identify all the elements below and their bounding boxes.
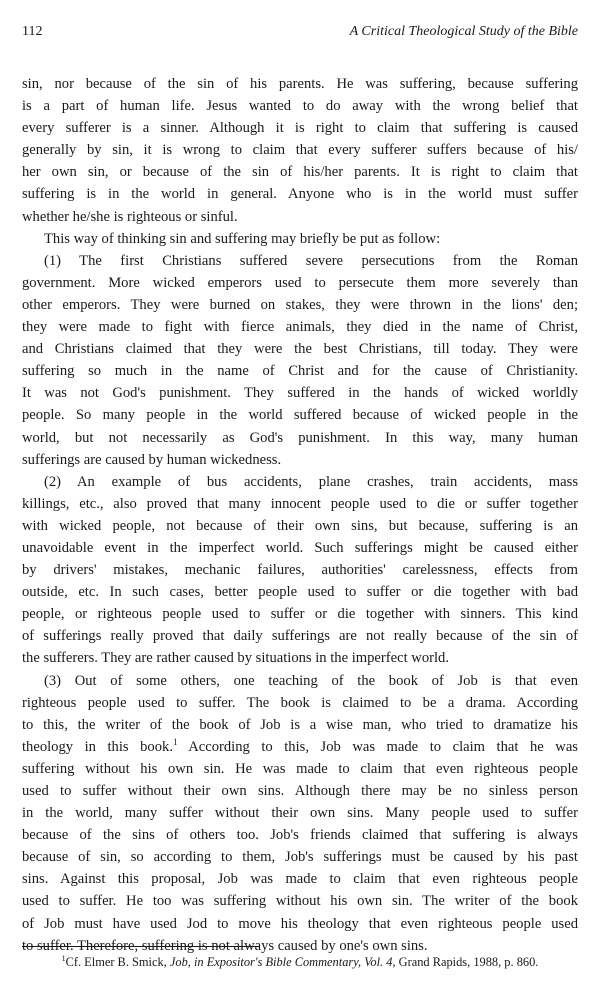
text-line: (2) An example of bus accidents, plane crashes, train accidents, mass xyxy=(44,473,578,490)
text-line-with-footnote xyxy=(22,736,578,758)
page-header xyxy=(22,24,578,44)
text-line: because of the sins of others too. Job's friends claimed that suffering is always xyxy=(22,827,578,844)
text-line: and Christians claimed that they were the best Christians, till today. They were xyxy=(22,341,578,358)
footnote-suffix: , Grand Rapids, 1988, p. 860. xyxy=(392,955,539,969)
text-line: of Job must have used Jod to move his theology that even righteous people used xyxy=(22,915,578,932)
text-line: used to suffer without their own sins. Although there may be no sinless person xyxy=(22,783,578,799)
text-line: every sufferer is a sinner. Although it is right to claim that suffering is caused xyxy=(22,120,578,137)
text-line: generally by sin, it is wrong to claim that every sufferer suffers because of his/ xyxy=(22,142,578,159)
footnote-divider xyxy=(22,946,259,947)
footnote-prefix: Cf. Elmer B. Smick, xyxy=(65,955,170,969)
footnote-reference: 1 xyxy=(172,736,178,747)
text-line: unavoidable event in the imperfect world. Such sufferings might be caused either xyxy=(22,539,578,556)
text-line: suffering so much in the name of Christ and for the cause of Christianity. xyxy=(22,363,578,380)
text-line: whether he/she is righteous or sinful. xyxy=(22,208,238,225)
text-line: to suffer. Therefore, suffering is not always caused by one's own sins. xyxy=(22,937,428,954)
text-line: used to suffer. He too was suffering without his own sin. The writer of the book xyxy=(22,893,578,910)
text-line: people, or righteous people used to suffer or die together with sinners. This kind xyxy=(22,606,578,623)
text-line: they were made to fight with fierce animals, they died in the name of Christ, xyxy=(22,319,578,336)
text-line: of sufferings really proved that daily sufferings are not really because of the sin of xyxy=(22,628,578,645)
text-line: suffering is in the world in general. Anyone who is in the world must suffer xyxy=(22,186,578,203)
text-line: killings, etc., also proved that many innocent people used to die or suffer together xyxy=(22,495,578,512)
text-line: is a part of human life. Jesus wanted to do away with the wrong belief that xyxy=(22,98,578,115)
text-line: outside, etc. In such cases, better people used to suffer or die together with bad xyxy=(22,584,578,601)
text-line: with wicked people, not because of their own sins, but because, suffering is an xyxy=(22,517,578,534)
text-line: people. So many people in the world suffered because of wicked people in the xyxy=(22,407,578,424)
text-line: (1) The first Christians suffered severe persecutions from the Roman xyxy=(44,252,578,269)
text-line: the sufferers. They are rather caused by situations in the imperfect world. xyxy=(22,650,449,667)
footnote-marker: 1 xyxy=(61,953,66,963)
text-line: This way of thinking sin and suffering may briefly be put as follow: xyxy=(44,230,441,247)
text-segment: theology in this book. xyxy=(22,738,173,755)
text-line: sufferings are caused by human wickedness. xyxy=(22,451,282,468)
page-number: 112 xyxy=(22,24,43,39)
text-line: government. More wicked emperors used to persecute them more severely than xyxy=(22,274,578,291)
text-line: It was not God's punishment. They suffered in the hands of wicked worldly xyxy=(22,385,578,402)
running-title: A Critical Theological Study of the Bible xyxy=(349,24,578,39)
text-line: other emperors. They were burned on stakes, they were thrown in the lions' den; xyxy=(22,296,578,313)
text-segment: According to this, Job was made to claim that he was xyxy=(177,738,578,755)
text-line: to this, the writer of the book of Job is a wise man, who tried to dramatize his xyxy=(22,716,578,733)
text-line: in the world, many suffer without their own sins. Many people used to suffer xyxy=(22,805,578,822)
body-text xyxy=(22,73,578,957)
text-line: sins. Against this proposal, Job was made to claim that even righteous people xyxy=(22,871,578,888)
text-line: sin, nor because of the sin of his parents. He was suffering, because suffering xyxy=(22,76,578,92)
text-line: world, but not necessarily as God's punishment. In this way, many human xyxy=(22,429,578,446)
text-line: by drivers' mistakes, mechanic failures, authorities' carelessness, effects from xyxy=(22,562,578,579)
text-line: (3) Out of some others, one teaching of the book of Job is that even xyxy=(44,672,578,689)
text-line: because of sin, so according to them, Job's sufferings must be caused by his past xyxy=(22,849,578,866)
text-line: suffering without his own sin. He was made to claim that even righteous people xyxy=(22,760,578,777)
text-line: her own sin, or because of the sin of his/her parents. It is right to claim that xyxy=(22,164,578,181)
footnote xyxy=(22,955,578,970)
footnote-title: Job, in Expositor's Bible Commentary, Vol. 4 xyxy=(169,955,393,969)
text-line: righteous people used to suffer. The book is claimed to be a drama. According xyxy=(22,694,578,711)
